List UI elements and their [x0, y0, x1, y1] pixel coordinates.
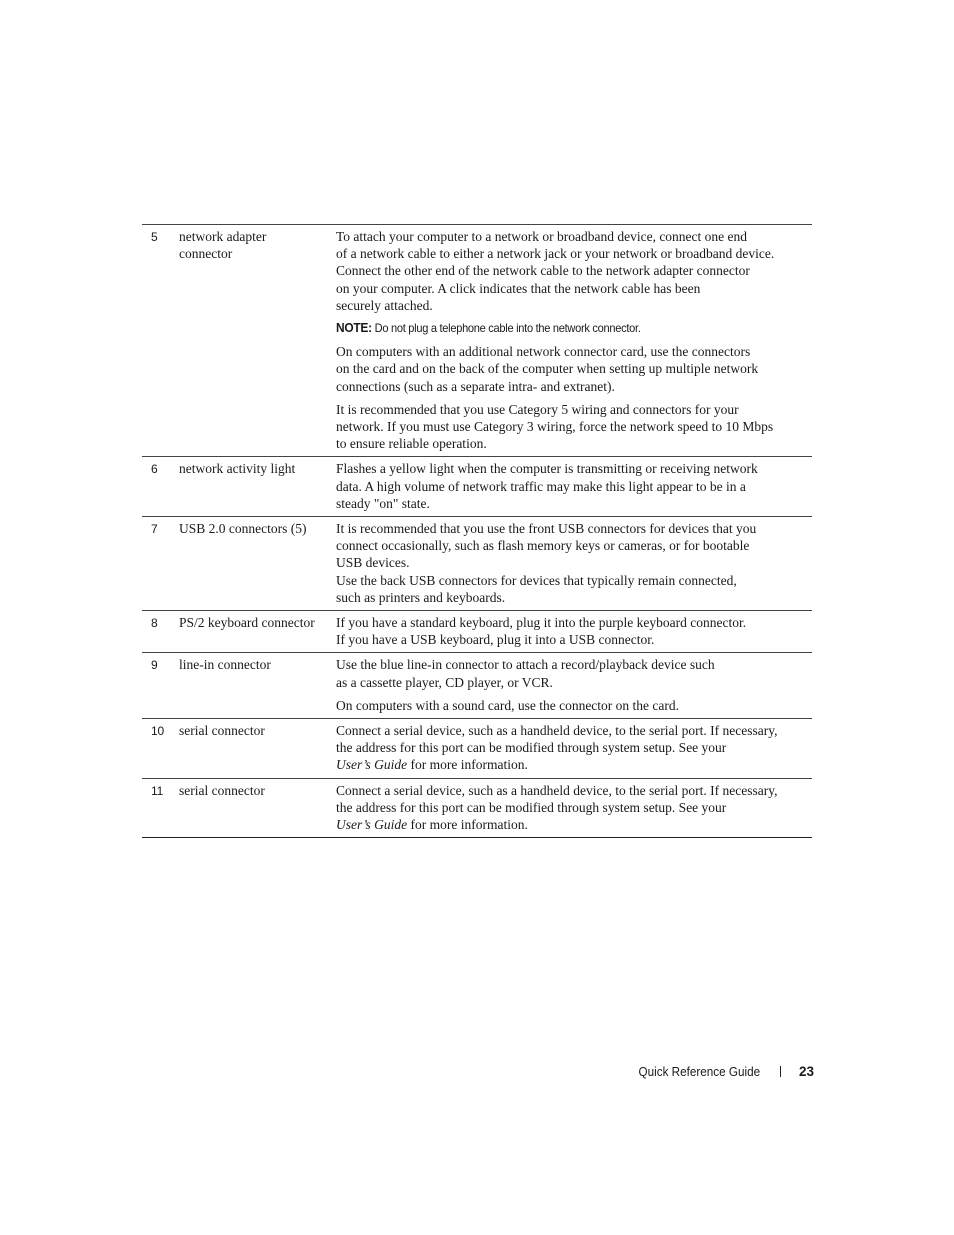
connector-name: PS/2 keyboard connector: [179, 615, 315, 631]
users-guide-reference: User’s Guide: [336, 757, 408, 773]
row-number: 7: [151, 522, 158, 537]
note-label: NOTE:: [336, 320, 372, 336]
connector-description: [336, 457, 812, 516]
note: [336, 319, 774, 337]
table-row: [142, 610, 812, 652]
table-row: [142, 652, 812, 718]
description-paragraph: It is recommended that you use Category 5 wiring and connectors for your network. If you must use Category 3 wiring, force the network speed to 10 Mbps to ensure reliable operation.: [336, 401, 774, 452]
row-number: 9: [151, 658, 158, 673]
footer-title: Quick Reference Guide: [638, 1063, 760, 1079]
row-number: 10: [151, 724, 164, 739]
connector-description: [336, 779, 812, 838]
description-paragraph: Connect a serial device, such as a handheld device, to the serial port. If necessary, the address for this port can be modified through system setup. See your User’s Guide for more information.: [336, 782, 778, 833]
row-number: 8: [151, 616, 158, 631]
description-paragraph: If you have a standard keyboard, plug it into the purple keyboard connector. If you have a USB keyboard, plug it into a USB connector.: [336, 615, 747, 648]
connector-description: [336, 611, 812, 652]
table-row: [142, 225, 812, 456]
footer-divider: [780, 1066, 781, 1077]
connector-description: [336, 653, 812, 718]
connector-description: [336, 225, 812, 456]
table-row: [142, 778, 812, 838]
users-guide-reference: User’s Guide: [336, 817, 408, 833]
description-paragraph: On computers with a sound card, use the connector on the card.: [336, 697, 680, 713]
description-paragraph: On computers with an additional network connector card, use the connectors on the card and on the back of the computer when setting up multiple network connections (such as a separate intra- and extranet).: [336, 344, 759, 394]
description-paragraph: To attach your computer to a network or broadband device, connect one end of a network cable to either a network jack or your network or broadband device. Connect the other end of the network cable to the network adapter connector on your computer. A click indicates that the network cable has been securely attached.: [336, 229, 775, 313]
connector-name: network activity light: [179, 461, 296, 477]
table-row: [142, 456, 812, 516]
table-row: [142, 718, 812, 778]
connector-description: [336, 517, 812, 610]
connector-name: line-in connector: [179, 657, 271, 673]
connector-table: [142, 224, 812, 838]
row-number: 11: [151, 783, 164, 798]
connector-name: serial connector: [179, 723, 265, 739]
note-text: Do not plug a telephone cable into the network connector.: [371, 321, 641, 336]
description-paragraph: It is recommended that you use the front USB connectors for devices that you connect occasionally, such as flash memory keys or cameras, or for bootable USB devices. Use the back USB connectors for devices that typically remain connected, such as printers and keyboards.: [336, 521, 757, 605]
connector-name: network adapter connector: [179, 229, 267, 262]
description-paragraph: Connect a serial device, such as a handheld device, to the serial port. If necessary, the address for this port can be modified through system setup. See your User’s Guide for more information.: [336, 723, 778, 773]
page-number: 23: [798, 1063, 814, 1079]
connector-name: USB 2.0 connectors (5): [179, 521, 307, 537]
row-number: 6: [151, 462, 158, 477]
connector-description: [336, 719, 812, 778]
description-paragraph: Flashes a yellow light when the computer is transmitting or receiving network data. A high volume of network traffic may make this light appear to be in a steady "on" state.: [336, 461, 758, 511]
page-footer: [560, 1061, 814, 1081]
row-number: 5: [151, 230, 158, 244]
description-paragraph: Use the blue line-in connector to attach a record/playback device such as a cassette player, CD player, or VCR.: [336, 657, 715, 690]
table-row: [142, 516, 812, 610]
connector-name: serial connector: [179, 782, 265, 798]
